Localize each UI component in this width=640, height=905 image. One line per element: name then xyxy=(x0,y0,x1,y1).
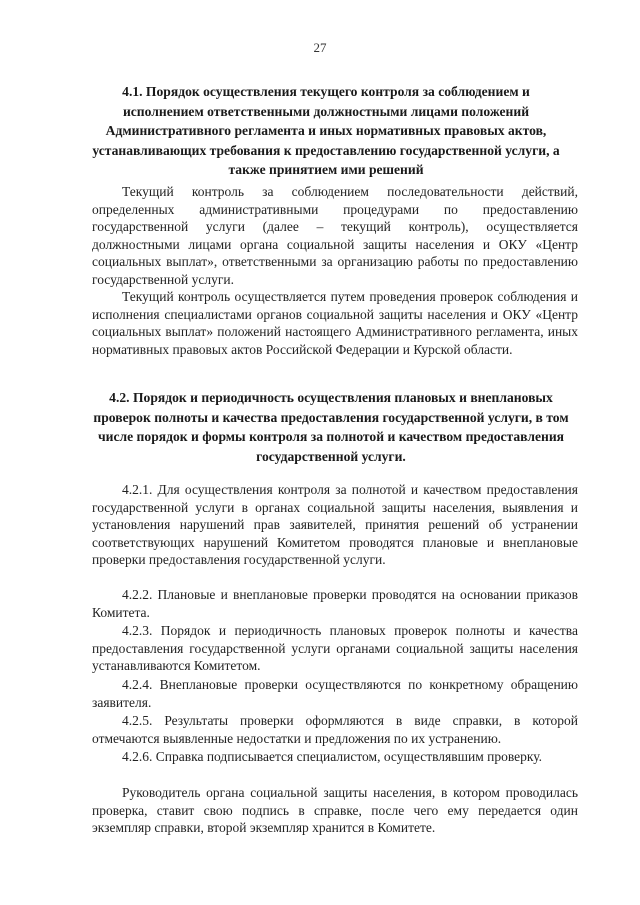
paragraph-text: 4.2.4. Внеплановые проверки осуществляются по конкретному обращению заявителя. xyxy=(92,677,578,710)
paragraph-text: 4.2.1. Для осуществления контроля за полнотой и качеством предоставления государственной услуги в органах социальной защиты населения, выявления и установления нарушений прав заявителей, принятия решений об устранении соответствующих нарушений Комитетом проводятся плановые и внеплановые проверки предоставления государственной услуги. xyxy=(92,482,578,568)
paragraph xyxy=(92,481,578,569)
section-heading-4-2: 4.2. Порядок и периодичность осуществления плановых и внеплановых проверок полноты и качества предоставления государственной услуги, в том числе порядок и формы контроля за полнотой и качеством предоставления государственной услуги. xyxy=(93,390,569,464)
section-heading-4-1: 4.1. Порядок осуществления текущего контроля за соблюдением и исполнением ответственными должностными лицами положений Административного регламента и иных нормативных правовых актов, устанавливающих требования к предоставлению государственной услуги, а также принятием ими решений xyxy=(92,84,560,177)
paragraph-text: 4.2.6. Справка подписывается специалистом, осуществлявшим проверку. xyxy=(122,749,543,764)
paragraph xyxy=(92,712,578,747)
paragraph-text: 4.2.3. Порядок и периодичность плановых проверок полноты и качества предоставления государственной услуги органами социальной защиты населения устанавливаются Комитетом. xyxy=(92,623,578,674)
paragraph xyxy=(92,586,578,621)
paragraph xyxy=(92,748,578,766)
page-number: 27 xyxy=(313,40,327,55)
paragraph xyxy=(92,676,578,711)
paragraph xyxy=(92,622,578,675)
paragraph-text: 4.2.5. Результаты проверки оформляются в виде справки, в которой отмечаются выявленные недостатки и предложения по их устранению. xyxy=(92,713,578,746)
paragraph-text: Текущий контроль осуществляется путем проведения проверок соблюдения и исполнения специалистами органов социальной защиты населения и ОКУ «Центр социальных выплат» положений настоящего Административного регламента, иных нормативных правовых актов Российской Федерации и Курской области. xyxy=(92,289,578,357)
paragraph xyxy=(92,183,578,289)
paragraph-text: Текущий контроль за соблюдением последовательности действий, определенных административными процедурами по предоставлению государственной услуги (далее – текущий контроль), осуществляется должностными лицами органа социальной защиты населения и ОКУ «Центр социальных выплат», ответственными за организацию работы по предоставлению государственной услуги. xyxy=(92,184,578,287)
paragraph xyxy=(92,288,578,358)
paragraph-text: 4.2.2. Плановые и внеплановые проверки проводятся на основании приказов Комитета. xyxy=(92,587,578,620)
paragraph xyxy=(92,784,578,837)
paragraph-text: Руководитель органа социальной защиты населения, в котором проводилась проверка, ставит свою подпись в справке, после чего ему передается один экземпляр справки, второй экземпляр хранится в Комитете. xyxy=(92,785,578,836)
